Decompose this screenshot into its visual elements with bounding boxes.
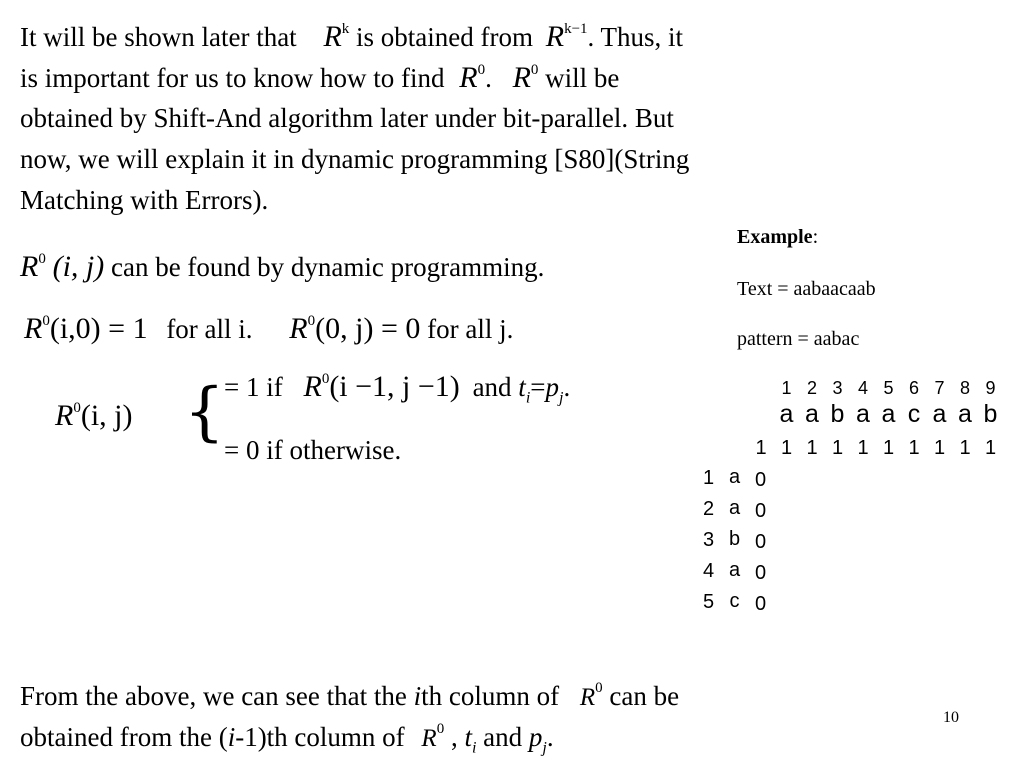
math-sup: 0 bbox=[595, 680, 603, 696]
column-index: 2 bbox=[806, 378, 817, 398]
math-sup: 0 bbox=[42, 313, 50, 329]
math-sup: k bbox=[341, 21, 350, 37]
pattern-char: a bbox=[728, 497, 741, 519]
row-index: 3 bbox=[702, 529, 715, 551]
text-char: b bbox=[830, 400, 845, 428]
first-row-value: 1 bbox=[831, 437, 844, 459]
math-sub: i bbox=[471, 739, 477, 757]
init-text: for all i. bbox=[166, 314, 253, 344]
example-text: Text = aabaacaab bbox=[737, 278, 876, 300]
math-i: i bbox=[227, 722, 236, 752]
math-sup: 0 bbox=[436, 721, 445, 737]
text-char: a bbox=[856, 400, 870, 428]
math-sup: k−1 bbox=[564, 21, 588, 37]
math-sup: 0 bbox=[477, 62, 486, 78]
intro-text: . Thus, it bbox=[587, 22, 684, 52]
intro-text: will be bbox=[545, 63, 620, 93]
math-p: p bbox=[528, 722, 543, 752]
math-r: R bbox=[579, 684, 596, 711]
conclusion-period: . bbox=[546, 722, 554, 752]
text-char: a bbox=[881, 400, 896, 428]
text-char: a bbox=[805, 400, 819, 428]
math-sub: j bbox=[559, 389, 564, 407]
first-column-value: 0 bbox=[754, 500, 767, 522]
example-pattern: pattern = aabac bbox=[737, 328, 860, 350]
math-i: i bbox=[413, 681, 422, 711]
math-r: R bbox=[459, 61, 478, 94]
column-index: 7 bbox=[934, 378, 945, 398]
recurrence-case-2: = 0 if otherwise. bbox=[224, 435, 402, 465]
first-row-value: 1 bbox=[933, 437, 946, 459]
column-index: 4 bbox=[857, 378, 868, 398]
conclusion-text: -1)th column of bbox=[235, 722, 405, 752]
example-colon: : bbox=[812, 226, 819, 248]
pattern-char: b bbox=[728, 528, 741, 550]
math-sup: 0 bbox=[321, 371, 330, 387]
math-period: . bbox=[563, 372, 571, 402]
math-t: t bbox=[464, 722, 472, 752]
math-args: (i, j) bbox=[52, 250, 105, 283]
case-text: = 1 if bbox=[224, 372, 283, 402]
conclusion-text: can be bbox=[609, 681, 680, 711]
pattern-char: a bbox=[728, 466, 741, 488]
math-r: R bbox=[512, 61, 531, 94]
column-index: 3 bbox=[832, 378, 843, 398]
math-args: (i −1, j −1) bbox=[329, 370, 460, 403]
text-char: a bbox=[779, 400, 794, 428]
math-r: R bbox=[421, 725, 437, 752]
first-column-value: 0 bbox=[754, 469, 767, 491]
text-char: b bbox=[983, 400, 998, 428]
conclusion-comma: , bbox=[450, 722, 458, 752]
math-t: t bbox=[518, 372, 526, 402]
math-sup: 0 bbox=[530, 62, 539, 78]
page-number: 10 bbox=[943, 709, 959, 726]
intro-text: It will be shown later that bbox=[20, 22, 297, 52]
conclusion-line-1 bbox=[20, 676, 679, 718]
intro-line-4: now, we will explain it in dynamic programming [S80](String bbox=[20, 144, 690, 174]
math-r: R bbox=[24, 312, 43, 345]
math-r: R bbox=[545, 20, 565, 53]
math-r: R bbox=[323, 20, 342, 53]
first-column-value: 0 bbox=[754, 531, 767, 553]
column-index: 6 bbox=[908, 378, 919, 398]
row-index: 4 bbox=[702, 560, 715, 582]
math-r: R bbox=[20, 250, 39, 283]
math-eq: = bbox=[530, 372, 546, 402]
first-row-value: 1 bbox=[908, 437, 920, 459]
column-index: 9 bbox=[985, 378, 996, 398]
conclusion-line-2 bbox=[20, 717, 554, 759]
column-index: 8 bbox=[959, 378, 970, 398]
math-args: (i, j) bbox=[80, 399, 133, 432]
row-index: 5 bbox=[702, 591, 715, 613]
conclusion-text: obtained from the ( bbox=[20, 722, 228, 752]
column-index: 1 bbox=[781, 378, 792, 398]
math-r: R bbox=[55, 399, 74, 432]
first-row-value: 1 bbox=[984, 437, 997, 459]
pattern-char: c bbox=[729, 590, 740, 612]
first-row-value: 1 bbox=[806, 437, 818, 459]
intro-line-5: Matching with Errors). bbox=[20, 185, 269, 215]
first-row-value: 1 bbox=[780, 437, 793, 459]
math-args: (0, j) = 0 bbox=[315, 312, 421, 345]
math-sup: 0 bbox=[38, 251, 46, 267]
conclusion-text: th column of bbox=[421, 681, 560, 711]
math-p: p bbox=[545, 372, 559, 402]
intro-text: is important for us to know how to find bbox=[20, 63, 445, 93]
text-char: a bbox=[958, 400, 972, 428]
math-r: R bbox=[289, 312, 308, 345]
case-text: and bbox=[472, 372, 512, 402]
column-index: 5 bbox=[883, 378, 894, 398]
intro-line-3: obtained by Shift-And algorithm later under bit-parallel. But bbox=[20, 103, 674, 133]
math-sup: 0 bbox=[307, 313, 316, 329]
intro-text: . bbox=[485, 63, 492, 93]
first-row-value: 1 bbox=[755, 437, 767, 459]
dp-text: can be found by dynamic programming. bbox=[110, 252, 545, 282]
math-sup: 0 bbox=[73, 400, 81, 416]
first-row-value: 1 bbox=[857, 437, 869, 459]
conclusion-text: From the above, we can see that the bbox=[20, 681, 407, 711]
math-sub: j bbox=[542, 739, 547, 757]
math-args: (i,0) = 1 bbox=[49, 312, 148, 345]
pattern-char: a bbox=[728, 559, 741, 581]
recurrence-brace: { bbox=[184, 375, 225, 449]
first-row-value: 1 bbox=[882, 437, 895, 459]
init-text: for all j. bbox=[427, 314, 514, 344]
first-column-value: 0 bbox=[754, 562, 767, 584]
first-column-value: 0 bbox=[754, 593, 767, 615]
intro-text: is obtained from bbox=[356, 22, 533, 52]
first-row-value: 1 bbox=[959, 437, 971, 459]
row-index: 2 bbox=[702, 498, 715, 520]
text-char: a bbox=[932, 400, 947, 428]
row-index: 1 bbox=[702, 467, 715, 489]
math-sub: i bbox=[525, 389, 531, 407]
text-char: c bbox=[907, 400, 921, 428]
example-label: Example bbox=[737, 226, 813, 248]
conclusion-text: and bbox=[483, 722, 523, 752]
math-r: R bbox=[303, 370, 322, 403]
